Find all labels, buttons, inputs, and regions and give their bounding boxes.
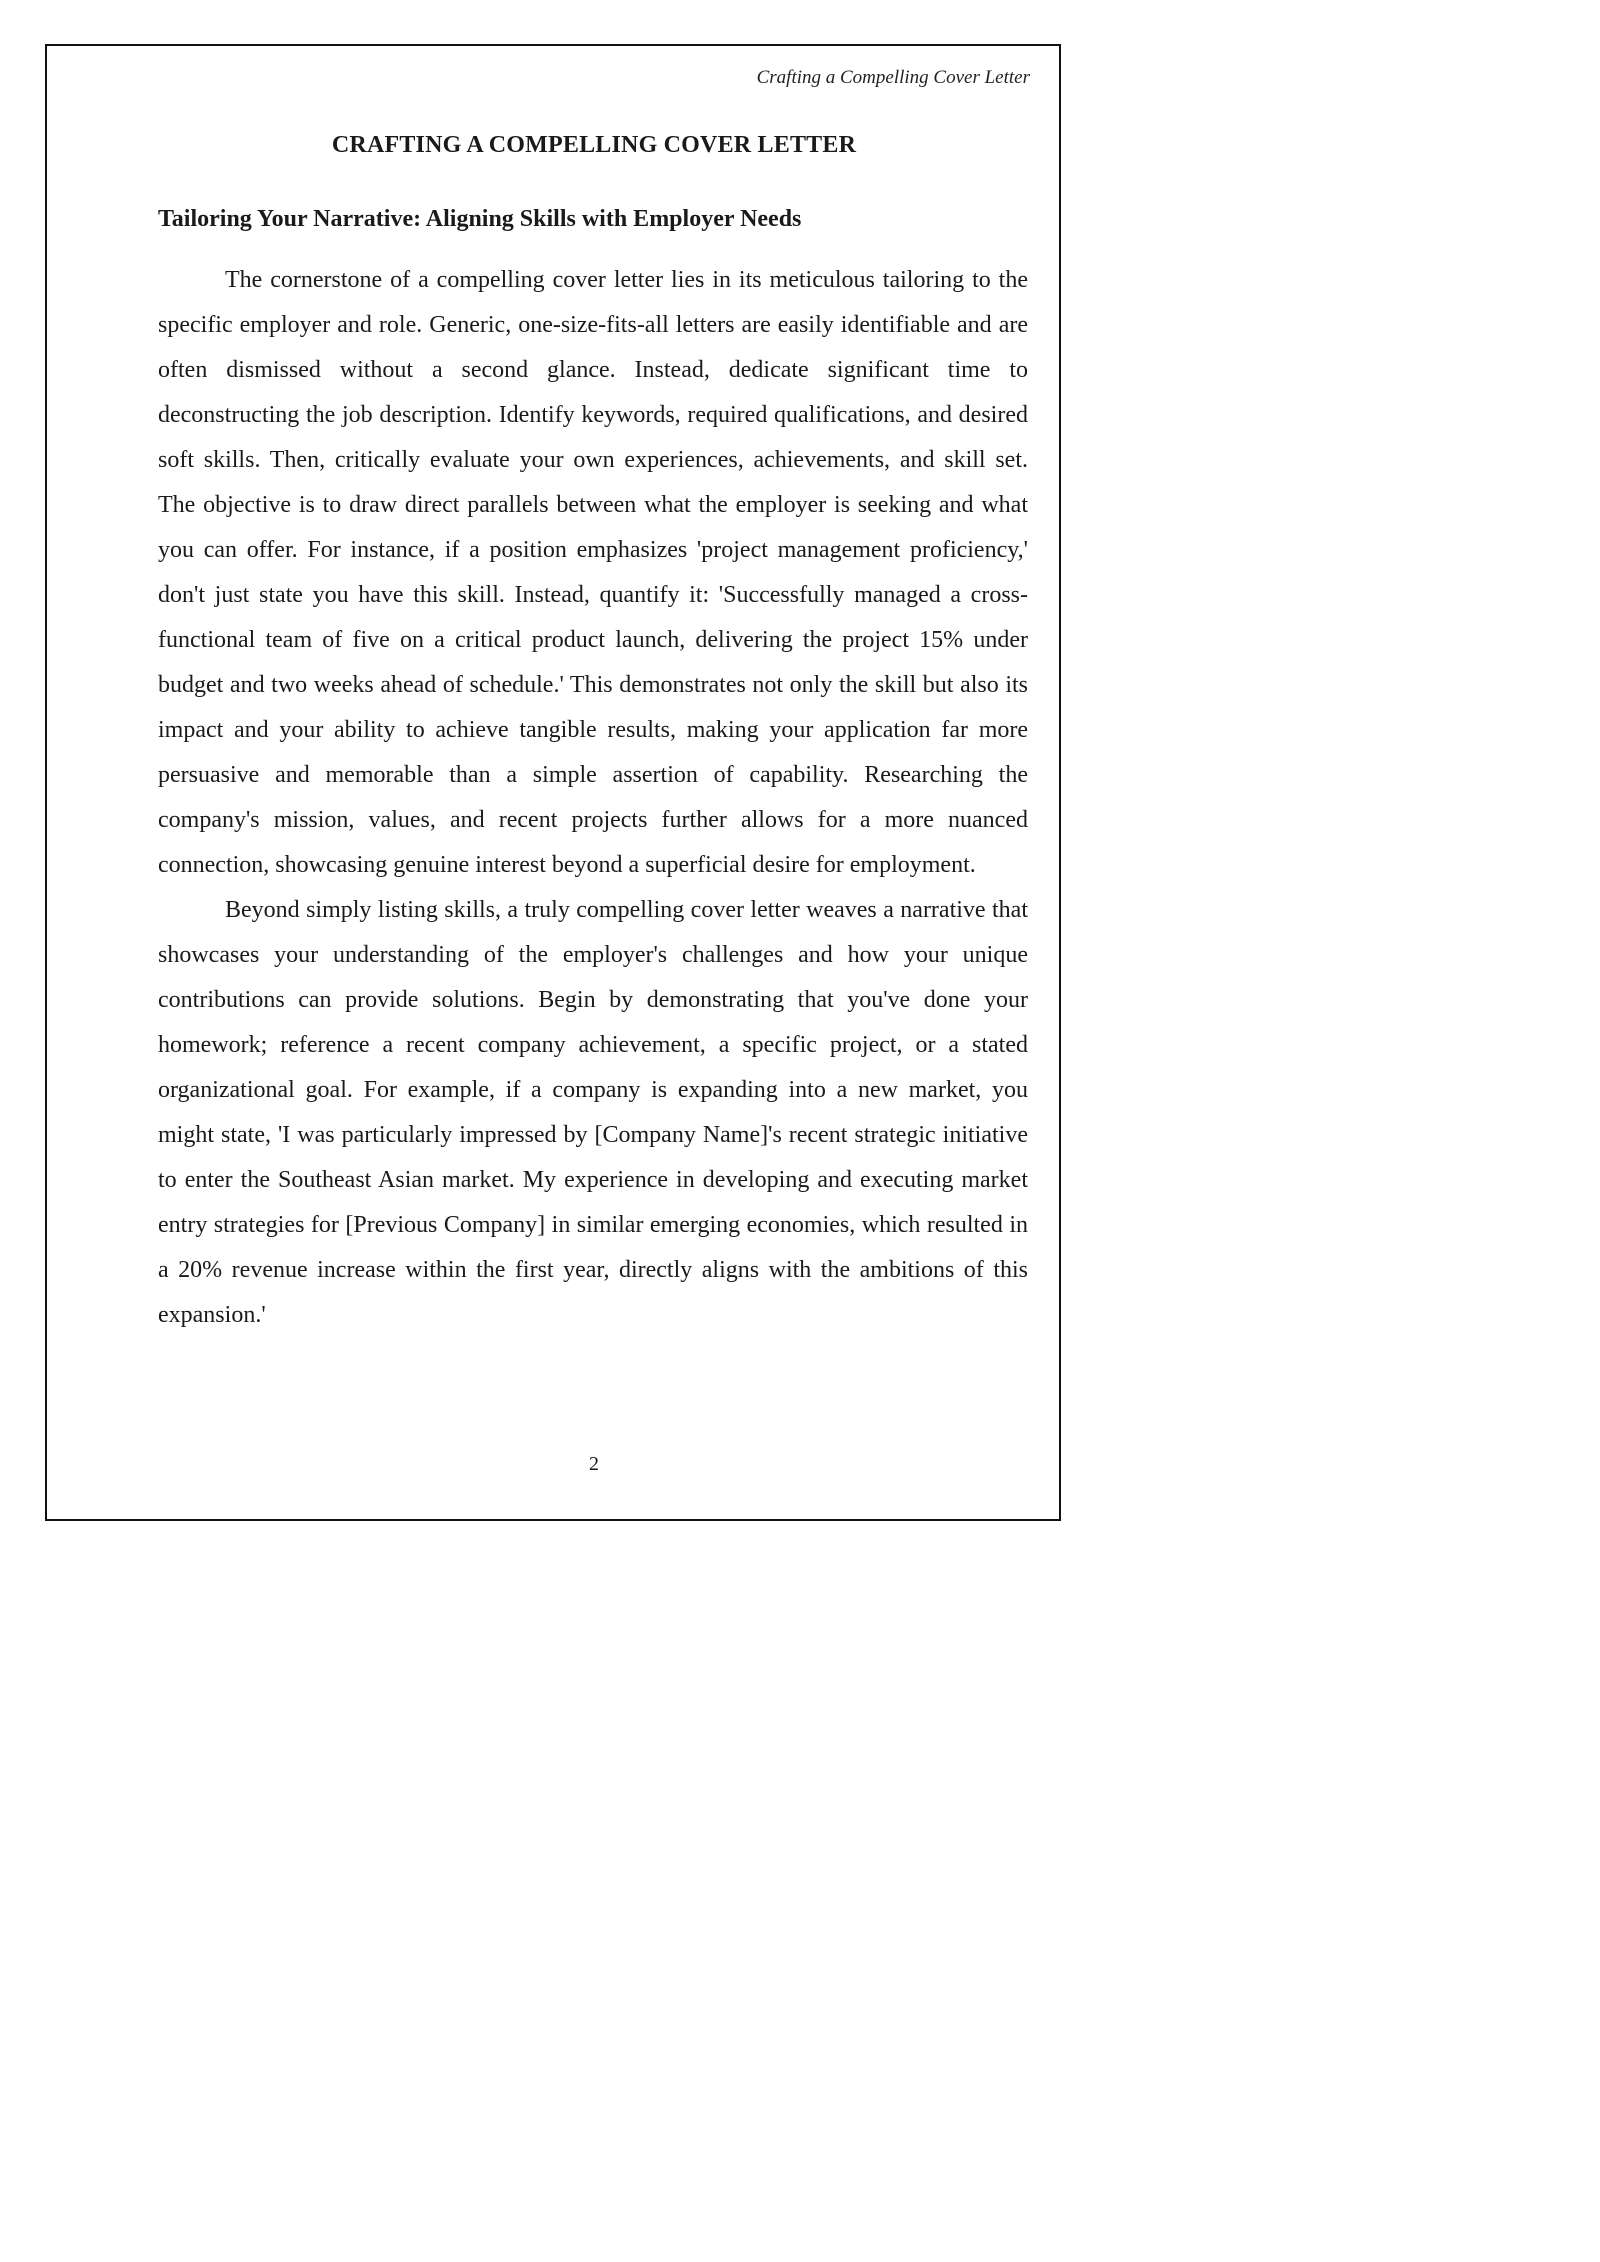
body-paragraph: Beyond simply listing skills, a truly compelling cover letter weaves a narrative that showcases your understanding of the employer's challenges and how your unique contributions can provide solutions. Begin by demonstrating that you've done your homework; reference a recent company achievement, a specific project, or a stated organizational goal. For example, if a company is expanding into a new market, you might state, 'I was particularly impressed by [Company Name]'s recent strategic initiative to enter the Southeast Asian market. My experience in developing and executing market entry strategies for [Previous Company] in similar emerging economies, which resulted in a 20% revenue increase within the first year, directly aligns with the ambitions of this expansion.' xyxy=(158,897,1028,1328)
document-title: CRAFTING A COMPELLING COVER LETTER xyxy=(331,132,857,158)
body-text xyxy=(158,258,1028,1338)
page-number: 2 xyxy=(589,1453,599,1475)
body-paragraph: The cornerstone of a compelling cover letter lies in its meticulous tailoring to the specific employer and role. Generic, one-size-fits-all letters are easily identifiable and are often dismissed without a second glance. Instead, dedicate significant time to deconstructing the job description. Identify keywords, required qualifications, and desired soft skills. Then, critically evaluate your own experiences, achievements, and skill set. The objective is to draw direct parallels between what the employer is seeking and what you can offer. For instance, if a position emphasizes 'project management proficiency,' don't just state you have this skill. Instead, quantify it: 'Successfully managed a cross-functional team of five on a critical product launch, delivering the project 15% under budget and two weeks ahead of schedule.' This demonstrates not only the skill but also its impact and your ability to achieve tangible results, making your application far more persuasive and memorable than a simple assertion of capability. Researching the company's mission, values, and recent projects further allows for a more nuanced connection, showcasing genuine interest beyond a superficial desire for employment. xyxy=(158,267,1028,878)
section-heading: Tailoring Your Narrative: Aligning Skills with Employer Needs xyxy=(158,206,802,232)
running-header: Crafting a Compelling Cover Letter xyxy=(756,67,1030,88)
